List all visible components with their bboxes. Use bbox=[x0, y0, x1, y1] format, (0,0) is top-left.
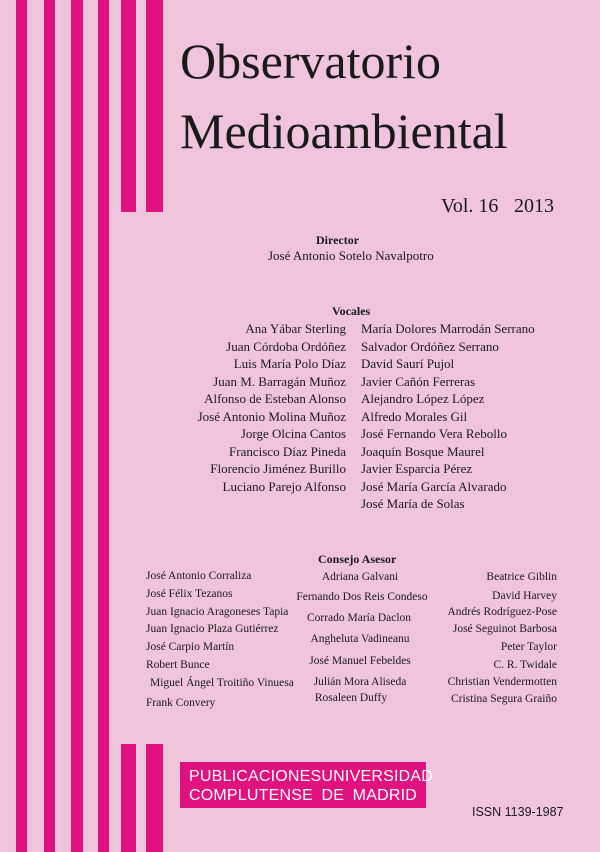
consejo-name: Juan Ignacio Plaza Gutiérrez bbox=[146, 623, 279, 635]
vocal-name-left: Jorge Olcina Cantos bbox=[240, 426, 346, 441]
consejo-name: Adriana Galvani bbox=[321, 571, 399, 583]
journal-title-line1: Observatorio bbox=[180, 33, 442, 89]
publisher-word: UNIVERSIDAD bbox=[321, 768, 433, 785]
stripe bbox=[44, 0, 55, 852]
vocal-name-right: Alfredo Morales Gil bbox=[361, 408, 468, 424]
vocal-name-left: Luciano Parejo Alfonso bbox=[222, 478, 346, 494]
consejo-name: Fernando Dos Reis Condeso bbox=[296, 591, 428, 603]
publisher-line1 bbox=[189, 768, 433, 785]
vocal-name-right: Salvador Ordóñez Serrano bbox=[361, 338, 499, 354]
vocal-name-right: José María de Solas bbox=[361, 496, 465, 511]
consejo-heading: Consejo Asesor bbox=[318, 552, 397, 566]
vocal-name-right: Alejandro López López bbox=[361, 391, 485, 406]
publisher-word: COMPLUTENSE bbox=[189, 787, 313, 804]
vocal-name-left: Luis María Polo Díaz bbox=[233, 356, 346, 371]
issn: ISSN 1139-1987 bbox=[472, 805, 564, 819]
year: 2013 bbox=[514, 195, 554, 217]
vocal-name-left: Francisco Díaz Pineda bbox=[229, 443, 346, 459]
stripe bbox=[16, 0, 27, 852]
vocal-name-left: Juan M. Barragán Muñoz bbox=[213, 373, 346, 389]
vocal-name-right: José María García Alvarado bbox=[361, 478, 507, 494]
consejo-name: Angheluta Vadineanu bbox=[310, 633, 410, 645]
consejo-name: José Seguinot Barbosa bbox=[452, 623, 557, 635]
vocales-heading: Vocales bbox=[332, 304, 371, 318]
consejo-name: David Harvey bbox=[492, 590, 557, 602]
vocal-name-right: David Saurí Pujol bbox=[361, 356, 455, 371]
volume: Vol. 16 bbox=[441, 195, 499, 217]
publisher-line2 bbox=[189, 788, 417, 804]
publisher-word: PUBLICACIONES bbox=[189, 768, 322, 785]
vocal-name-right: José Fernando Vera Rebollo bbox=[361, 426, 507, 441]
journal-title-line2: Medioambiental bbox=[180, 103, 508, 159]
consejo-name: Rosaleen Duffy bbox=[314, 692, 388, 704]
consejo-name: Cristina Segura Graiño bbox=[450, 693, 557, 705]
consejo-name: Christian Vendermotten bbox=[447, 676, 557, 688]
consejo-name: Julián Mora Aliseda bbox=[313, 676, 407, 688]
consejo-name: José Carpio Martín bbox=[146, 641, 235, 653]
vocal-name-right: María Dolores Marrodán Serrano bbox=[361, 321, 535, 336]
consejo-name: Robert Bunce bbox=[146, 659, 210, 671]
vocal-name-left: Florencio Jiménez Burillo bbox=[210, 461, 346, 476]
vocal-name-left: José Antonio Molina Muñoz bbox=[197, 408, 346, 424]
vocal-name-right: Joaquín Bosque Maurel bbox=[361, 443, 485, 459]
vocal-name-left: Alfonso de Esteban Alonso bbox=[204, 391, 346, 406]
consejo-name: Juan Ignacio Aragoneses Tapia bbox=[146, 606, 289, 618]
stripe bbox=[146, 0, 163, 212]
consejo-name: José Antonio Corraliza bbox=[146, 570, 252, 582]
consejo-name: Beatrice Giblin bbox=[486, 571, 557, 583]
consejo-name: Peter Taylor bbox=[500, 641, 557, 653]
consejo-name: Corrado María Daclon bbox=[306, 612, 412, 624]
consejo-name: José Félix Tezanos bbox=[146, 588, 233, 600]
vocal-name-right: Javier Esparcia Pérez bbox=[361, 461, 473, 476]
director-name: José Antonio Sotelo Navalpotro bbox=[268, 248, 434, 263]
consejo-name: José Manuel Febeldes bbox=[309, 655, 411, 667]
publisher-word: MADRID bbox=[352, 787, 417, 804]
publisher-logo bbox=[180, 762, 433, 808]
consejo-name: Andrés Rodríguez-Pose bbox=[447, 606, 557, 618]
stripe bbox=[121, 0, 136, 212]
stripe bbox=[121, 744, 136, 852]
stripe bbox=[146, 744, 163, 852]
stripe bbox=[71, 0, 83, 852]
publisher-word: DE bbox=[321, 787, 345, 804]
vocal-name-right: Javier Cañón Ferreras bbox=[361, 373, 476, 389]
vocal-name-left: Ana Yábar Sterling bbox=[245, 321, 346, 336]
stripe bbox=[98, 0, 109, 852]
consejo-name: Frank Convery bbox=[146, 697, 216, 709]
director-heading: Director bbox=[316, 233, 360, 247]
consejo-name: Miguel Ángel Troitiño Vinuesa bbox=[150, 677, 294, 689]
consejo-name: C. R. Twidale bbox=[493, 659, 557, 671]
vocal-name-left: Juan Córdoba Ordóñez bbox=[226, 338, 346, 354]
